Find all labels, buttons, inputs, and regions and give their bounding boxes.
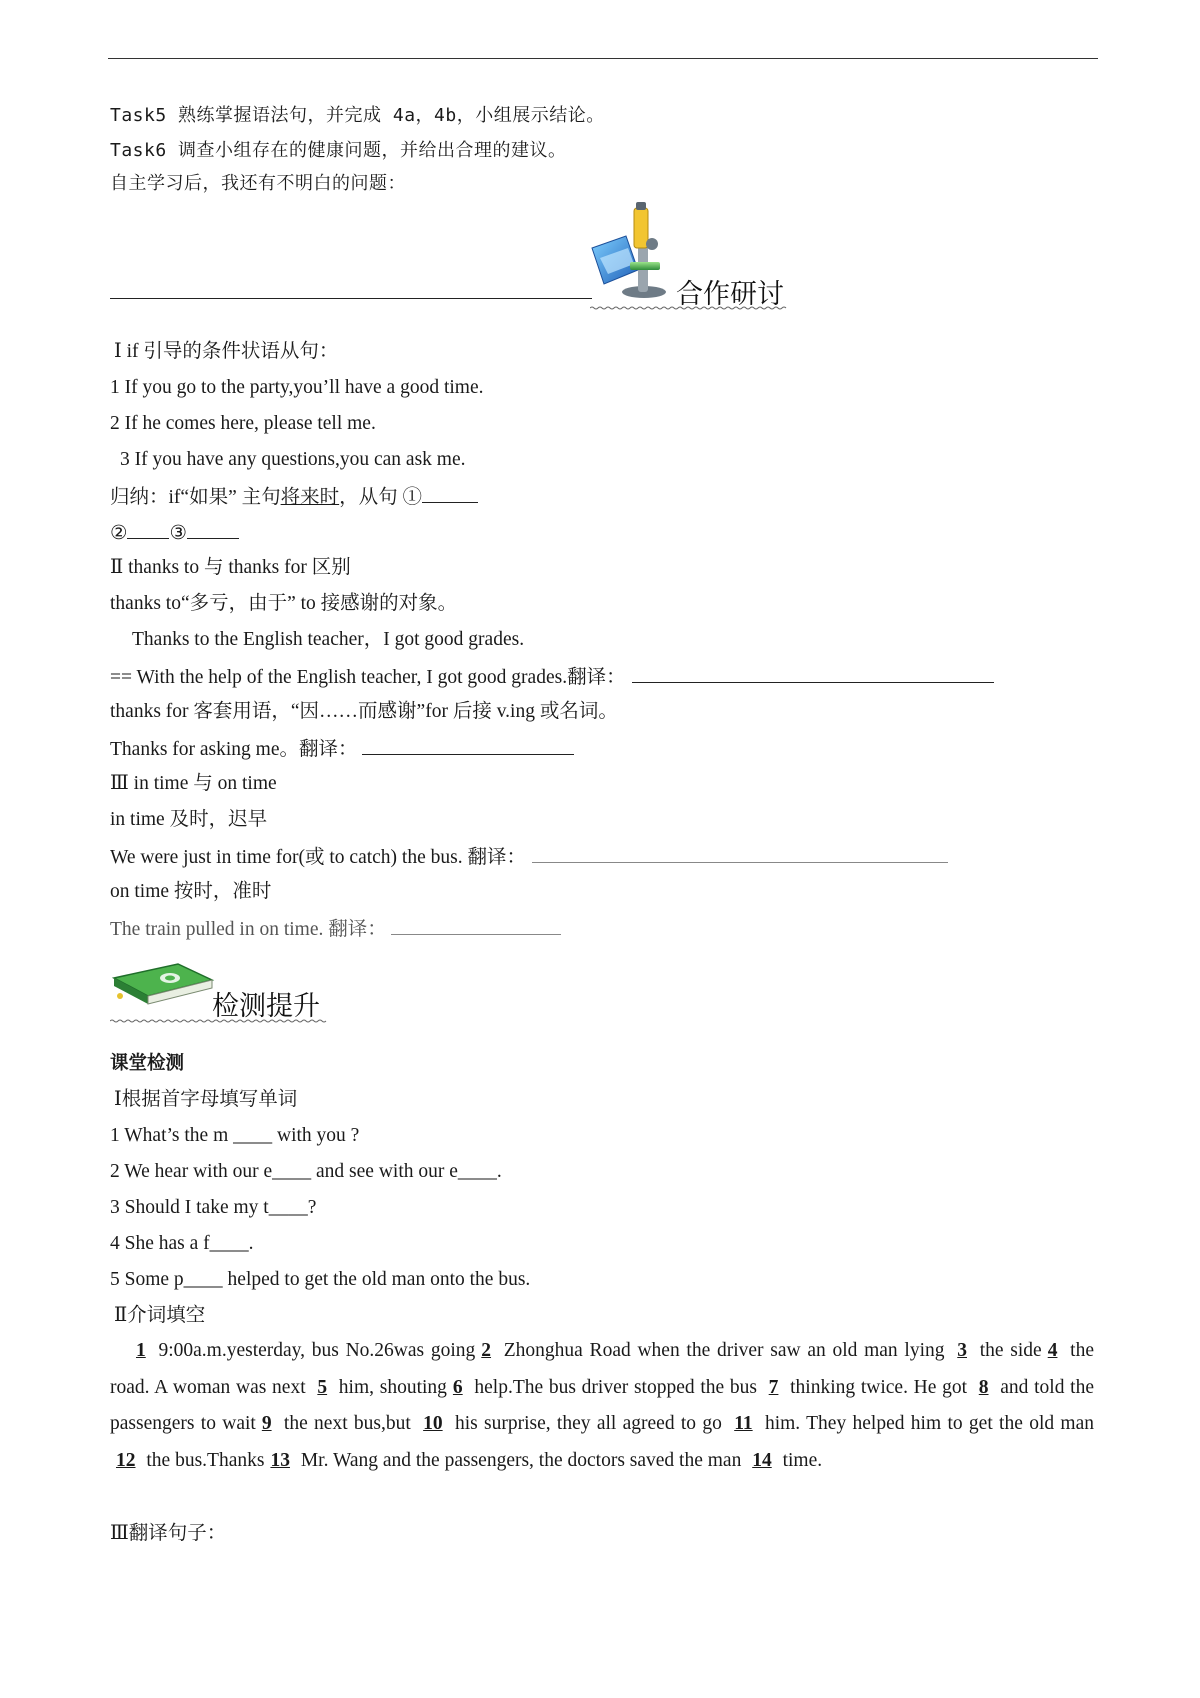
s3-line4-text: The train pulled in on time. 翻译：	[110, 919, 387, 940]
title-underline-cooperate	[590, 306, 788, 310]
summary-circle-3: ③	[169, 523, 187, 544]
grammar-s1-title: Ⅰ if 引导的条件状语从句：	[114, 341, 339, 362]
s2-line5-text: Thanks for asking me。翻译：	[110, 739, 358, 760]
grammar-s3-line3: on time 按时，准时	[110, 881, 272, 902]
cloze-blank[interactable]: 8	[978, 1376, 989, 1398]
translate-blank-3[interactable]	[532, 844, 948, 863]
cloze-blank[interactable]: 11	[734, 1413, 753, 1434]
cloze-blank[interactable]: 3	[957, 1340, 967, 1361]
grammar-s3-line1: in time 及时，迟早	[110, 809, 268, 830]
summary-prefix: 归纳：if“如果” 主句	[110, 487, 281, 508]
s2-line3-text: == With the help of the English teacher, I got good grades.翻译：	[110, 667, 626, 688]
part1-title: Ⅰ根据首字母填写单词	[114, 1089, 298, 1110]
part2-title: Ⅱ介词填空	[114, 1305, 206, 1326]
part1-item-5: 5 Some p____ helped to get the old man onto the bus.	[110, 1269, 531, 1290]
cloze-blank[interactable]: 13	[270, 1449, 290, 1471]
cloze-blank[interactable]: 7	[768, 1376, 779, 1398]
grammar-s1-line2: 2 If he comes here, please tell me.	[110, 413, 376, 434]
book-icon	[108, 958, 216, 1006]
cloze-blank[interactable]: 2	[481, 1340, 492, 1361]
task6-line: Task6 调查小组存在的健康问题，并给出合理的建议。	[110, 140, 567, 161]
cloze-blank[interactable]: 14	[752, 1449, 772, 1471]
task5-line: Task5 熟练掌握语法句，并完成 4a，4b，小组展示结论。	[110, 105, 605, 126]
grammar-s2-title: Ⅱ thanks to 与 thanks for 区别	[110, 557, 351, 578]
cloze-passage: 1 9:00a.m.yesterday, bus No.26was going 2 Zhonghua Road when the driver saw an old man lying 3 the side 4 the road. A woman was next 5 him, shouting 6 help.The bus driver stopped the bus 7 thinking twice. He got 8 and told the passengers to wait 9 the next bus,but 10 his surprise, they all agreed to go 11 him. They helped him to get the old man 12 the bus.Thanks 13 Mr. Wang and the passengers, the doctors saved the man 14 time.	[110, 1340, 1095, 1471]
summary-underlined: 将来时	[280, 487, 340, 508]
grammar-s2-line4: thanks for 客套用语，“因……而感谢”for 后接 v.ing 或名词。	[110, 701, 618, 722]
blank-1[interactable]	[422, 484, 478, 503]
exercises-heading: 课堂检测	[110, 1053, 185, 1074]
blank-2[interactable]	[127, 520, 169, 539]
translate-blank-2[interactable]	[362, 736, 574, 755]
cloze-blank[interactable]: 5	[317, 1376, 328, 1398]
grammar-s1-line3: 3 If you have any questions,you can ask me.	[120, 449, 466, 470]
grammar-s3-line4	[110, 916, 561, 942]
answer-line	[110, 298, 592, 299]
header-rule	[108, 58, 1098, 59]
microscope-icon	[586, 200, 676, 302]
title-underline-test	[110, 1019, 328, 1023]
cloze-blank[interactable]: 12	[116, 1449, 136, 1471]
cloze-blank[interactable]: 9	[261, 1413, 272, 1434]
summary-suffix: ，从句 ①	[339, 487, 423, 508]
grammar-s3-title: Ⅲ in time 与 on time	[110, 773, 277, 794]
cloze-blank[interactable]: 1	[136, 1340, 146, 1361]
cloze-blank[interactable]: 6	[452, 1376, 463, 1398]
self-study-question: 自主学习后，我还有不明白的问题：	[110, 173, 406, 194]
cloze-blank[interactable]: 10	[423, 1413, 443, 1434]
section-title-cooperate: 合作研讨	[676, 279, 784, 310]
grammar-s2-line1: thanks to“多亏，由于” to 接感谢的对象。	[110, 593, 458, 614]
part1-item-4: 4 She has a f____.	[110, 1233, 254, 1254]
part1-item-1: 1 What’s the m ____ with you ?	[110, 1125, 360, 1146]
translate-blank-1[interactable]	[632, 664, 994, 683]
grammar-s3-line2	[110, 844, 948, 870]
part1-item-2: 2 We hear with our e____ and see with our e____.	[110, 1161, 502, 1182]
grammar-s2-line5	[110, 736, 574, 762]
grammar-s2-line3	[110, 664, 994, 690]
translate-blank-4[interactable]	[391, 916, 561, 935]
grammar-s1-line1: 1 If you go to the party,you’ll have a good time.	[110, 377, 484, 398]
part3-title: Ⅲ翻译句子：	[110, 1523, 227, 1544]
summary-circle-2: ②	[110, 523, 128, 544]
cloze-blank[interactable]: 4	[1047, 1340, 1058, 1361]
s3-line2-text: We were just in time for(或 to catch) the bus. 翻译：	[110, 847, 526, 868]
grammar-s2-line2: Thanks to the English teacher，I got good grades.	[132, 629, 525, 650]
grammar-summary	[110, 484, 478, 510]
part1-item-3: 3 Should I take my t____?	[110, 1197, 317, 1218]
blank-3[interactable]	[187, 520, 239, 539]
section-title-test: 检测提升	[212, 991, 320, 1022]
grammar-summary-line2	[110, 520, 239, 546]
